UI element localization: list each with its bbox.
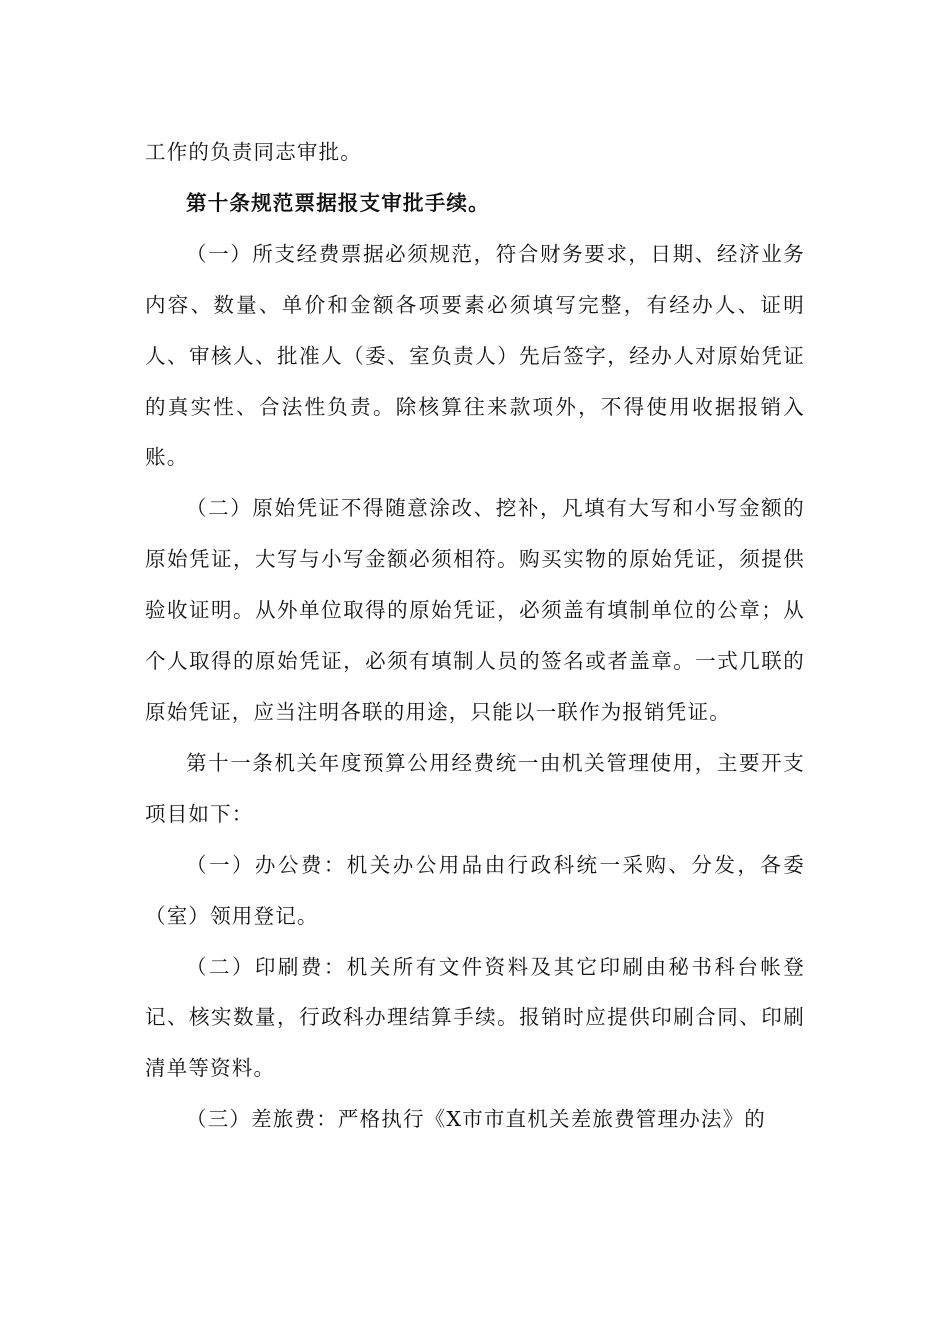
article-10-clause-1: （一）所支经费票据必须规范，符合财务要求，日期、经济业务内容、数量、单价和金额各项要素必须填写完整，有经办人、证明人、审核人、批准人（委、室负责人）先后签字，经办人对原始凭证的真实性、合法性负责。除核算往来款项外，不得使用收据报销入账。 <box>145 241 805 470</box>
article-10-clause-2: （二）原始凭证不得随意涂改、挖补，凡填有大写和小写金额的原始凭证，大写与小写金额必须相符。购买实物的原始凭证，须提供验收证明。从外单位取得的原始凭证，必须盖有填制单位的公章；从个人取得的原始凭证，必须有填制人员的签名或者盖章。一式几联的原始凭证，应当注明各联的用途，只能以一联作为报销凭证。 <box>145 496 805 724</box>
article-11-item-office-expenses: （一）办公费：机关办公用品由行政科统一采购、分发，各委（室）领用登记。 <box>145 852 805 928</box>
article-10-heading: 第十条规范票据报支审批手续。 <box>186 190 490 215</box>
paragraph-continuation: 工作的负责同志审批。 <box>145 140 362 164</box>
article-11-item-printing-expenses: （二）印刷费：机关所有文件资料及其它印刷由秘书科台帐登记、核实数量，行政科办理结算手续。报销时应提供印刷合同、印刷清单等资料。 <box>145 954 805 1081</box>
article-11-intro: 第十一条机关年度预算公用经费统一由机关管理使用，主要开支项目如下： <box>145 750 805 826</box>
document-page <box>145 127 805 1145</box>
article-11-item-travel-expenses: （三）差旅费：严格执行《X市市直机关差旅费管理办法》的 <box>186 1107 766 1132</box>
